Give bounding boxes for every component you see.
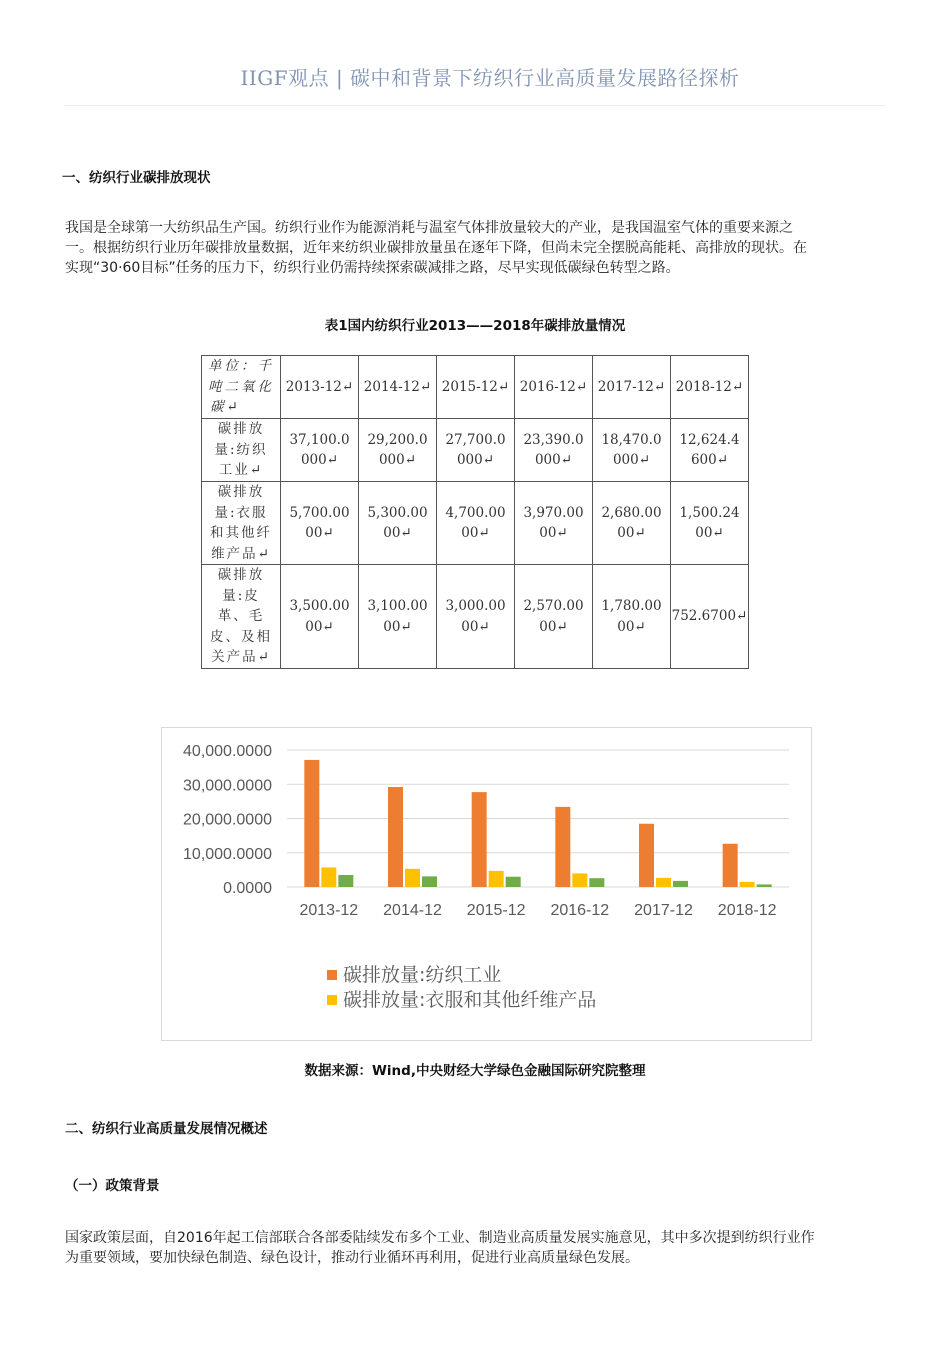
page-title: IIGF观点 | 碳中和背景下纺织行业高质量发展路径探析 <box>240 66 740 90</box>
legend-label: 碳排放量:衣服和其他纤维产品 <box>343 989 597 1011</box>
bar <box>555 807 570 887</box>
paragraph-line: 我国是全球第一大纺织品生产国。纺织行业作为能源消耗与温室气体排放量较大的产业，是我国温室气体的重要来源之 <box>65 220 793 236</box>
cell-line: 2,570.00 <box>523 598 584 614</box>
cell-line: 000↵ <box>612 452 651 468</box>
table-row <box>202 565 749 669</box>
bar <box>589 878 604 887</box>
y-tick-label: 40,000.0000 <box>183 743 272 760</box>
cell-line: 4,700.00 <box>445 504 506 521</box>
table-cell <box>671 482 749 565</box>
row-label-line: 碳排放 <box>217 421 265 438</box>
x-tick-label: 2016-12 <box>550 902 610 919</box>
cell-line: 29,200.0 <box>367 431 428 448</box>
row-label-line: 维产品↵ <box>211 545 271 562</box>
table-cell <box>437 565 515 669</box>
table-cell <box>281 482 359 565</box>
cell-line: 000↵ <box>456 452 495 468</box>
section1-heading: 一、纺织行业碳排放现状 <box>62 170 211 186</box>
table-header-row <box>202 356 749 419</box>
row-label-line: 工业↵ <box>218 462 264 479</box>
cell-line: 23,390.0 <box>523 431 584 448</box>
column-header: 2016-12↵ <box>515 356 593 419</box>
cell-line: 00↵ <box>695 525 724 541</box>
table-cell <box>593 419 671 482</box>
table-cell <box>437 482 515 565</box>
x-tick-label: 2018-12 <box>717 902 777 919</box>
cell-line: 600↵ <box>690 452 729 468</box>
y-tick-label: 20,000.0000 <box>183 811 272 829</box>
cell-line: 5,700.00 <box>289 504 350 521</box>
row-label-line: 碳排放 <box>217 567 265 584</box>
cell-line: 000↵ <box>300 452 339 468</box>
unit-line: 单位：千 <box>208 358 274 375</box>
table-cell <box>593 482 671 565</box>
cell-line: 18,470.0 <box>601 431 662 448</box>
row-label <box>202 419 281 482</box>
bar <box>472 792 487 887</box>
bar <box>321 867 336 887</box>
cell-line: 3,500.00 <box>289 598 350 614</box>
cell-line: 1,500.24 <box>679 504 740 521</box>
bar <box>489 871 504 887</box>
row-label-line: 革、毛 <box>217 608 265 625</box>
column-header: 2013-12↵ <box>281 356 359 419</box>
cell-line: 3,970.00 <box>523 504 584 521</box>
bar <box>422 876 437 887</box>
row-label-line: 关产品↵ <box>211 649 271 666</box>
bar <box>506 877 521 887</box>
chart-canvas <box>162 728 811 1040</box>
cell-line: 00↵ <box>617 618 646 635</box>
table-row <box>202 482 749 565</box>
column-header: 2014-12↵ <box>359 356 437 419</box>
cell-line: 2,680.00 <box>601 504 662 521</box>
cell-line: 00↵ <box>383 525 412 541</box>
column-header: 2015-12↵ <box>437 356 515 419</box>
table-cell <box>437 419 515 482</box>
table-cell <box>515 482 593 565</box>
row-label-line: 量:纺织 <box>214 441 268 458</box>
cell-line: 00↵ <box>617 525 646 541</box>
row-label-line: 皮、及相 <box>210 628 272 645</box>
bar <box>639 824 654 887</box>
section1-paragraph <box>65 218 885 278</box>
table-cell <box>593 565 671 669</box>
subsection1-paragraph <box>65 1228 885 1268</box>
column-header: 2017-12↵ <box>593 356 671 419</box>
bar <box>757 884 772 887</box>
title-divider <box>65 105 885 106</box>
cell-line: 3,000.00 <box>445 598 506 614</box>
cell-line: 752.6700↵ <box>671 608 748 625</box>
unit-cell <box>202 356 281 419</box>
column-header: 2018-12↵ <box>671 356 749 419</box>
paragraph-line: 为重要领域，要加快绿色制造、绿色设计，推动行业循环再利用，促进行业高质量绿色发展。 <box>65 1250 639 1266</box>
y-tick-label: 0.0000 <box>223 880 272 897</box>
cell-line: 00↵ <box>305 618 334 635</box>
section2-heading: 二、纺织行业高质量发展情况概述 <box>65 1121 268 1137</box>
unit-line: 碳↵ <box>210 399 241 416</box>
cell-line: 1,780.00 <box>601 598 662 614</box>
cell-line: 37,100.0 <box>289 431 350 448</box>
x-tick-label: 2015-12 <box>466 902 526 919</box>
chart-source: 数据来源：Wind,中央财经大学绿色金融国际研究院整理 <box>304 1063 646 1079</box>
cell-line: 00↵ <box>383 618 412 635</box>
table-cell <box>515 419 593 482</box>
bar <box>338 875 353 887</box>
table-cell <box>359 419 437 482</box>
x-tick-label: 2013-12 <box>299 902 359 919</box>
table-cell <box>281 565 359 669</box>
table-caption: 表1国内纺织行业2013——2018年碳排放量情况 <box>324 318 626 334</box>
bar <box>405 869 420 887</box>
table-cell <box>515 565 593 669</box>
cell-line: 00↵ <box>539 525 568 541</box>
cell-line: 00↵ <box>461 525 490 541</box>
bar <box>723 844 738 887</box>
row-label-line: 碳排放 <box>217 484 265 500</box>
cell-line: 000↵ <box>534 452 573 468</box>
bar <box>740 882 755 887</box>
legend-swatch <box>327 995 337 1005</box>
emissions-chart <box>161 727 812 1041</box>
cell-line: 00↵ <box>461 618 490 635</box>
paragraph-line: 国家政策层面，自2016年起工信部联合各部委陆续发布多个工业、制造业高质量发展实施意见，其中多次提到纺织行业作 <box>65 1230 815 1246</box>
cell-line: 000↵ <box>378 452 417 468</box>
bar <box>388 787 403 887</box>
x-tick-label: 2014-12 <box>383 902 442 919</box>
bar <box>656 878 671 887</box>
cell-line: 00↵ <box>539 618 568 635</box>
legend-swatch <box>327 970 337 980</box>
cell-line: 12,624.4 <box>679 431 740 448</box>
y-tick-label: 30,000.0000 <box>183 777 272 795</box>
bar <box>572 873 587 887</box>
table-cell <box>359 482 437 565</box>
cell-line: 3,100.00 <box>367 598 428 614</box>
y-tick-label: 10,000.0000 <box>183 845 272 863</box>
emissions-table <box>201 355 749 669</box>
x-tick-label: 2017-12 <box>634 902 693 919</box>
subsection1-heading: （一）政策背景 <box>65 1178 160 1194</box>
table-row <box>202 419 749 482</box>
bar <box>673 881 688 887</box>
row-label-line: 和其他纤 <box>210 525 272 541</box>
paragraph-line: 实现“30·60目标”任务的压力下，纺织行业仍需持续探索碳减排之路，尽早实现低碳绿色转型之路。 <box>65 260 680 276</box>
table-cell <box>671 419 749 482</box>
unit-line: 吨二氧化 <box>208 378 274 395</box>
table-cell <box>671 565 749 669</box>
paragraph-line: 一。根据纺织行业历年碳排放量数据，近年来纺织业碳排放量虽在逐年下降，但尚未完全摆脱高能耗、高排放的现状。在 <box>65 240 807 256</box>
bar <box>304 760 319 887</box>
cell-line: 5,300.00 <box>367 504 428 521</box>
cell-line: 00↵ <box>305 525 334 541</box>
legend-label: 碳排放量:纺织工业 <box>343 964 502 986</box>
row-label-line: 量:皮 <box>222 587 260 604</box>
row-label-line: 量:衣服 <box>214 504 268 521</box>
table-cell <box>359 565 437 669</box>
cell-line: 27,700.0 <box>445 431 506 448</box>
row-label <box>202 565 281 669</box>
row-label <box>202 482 281 565</box>
table-cell <box>281 419 359 482</box>
